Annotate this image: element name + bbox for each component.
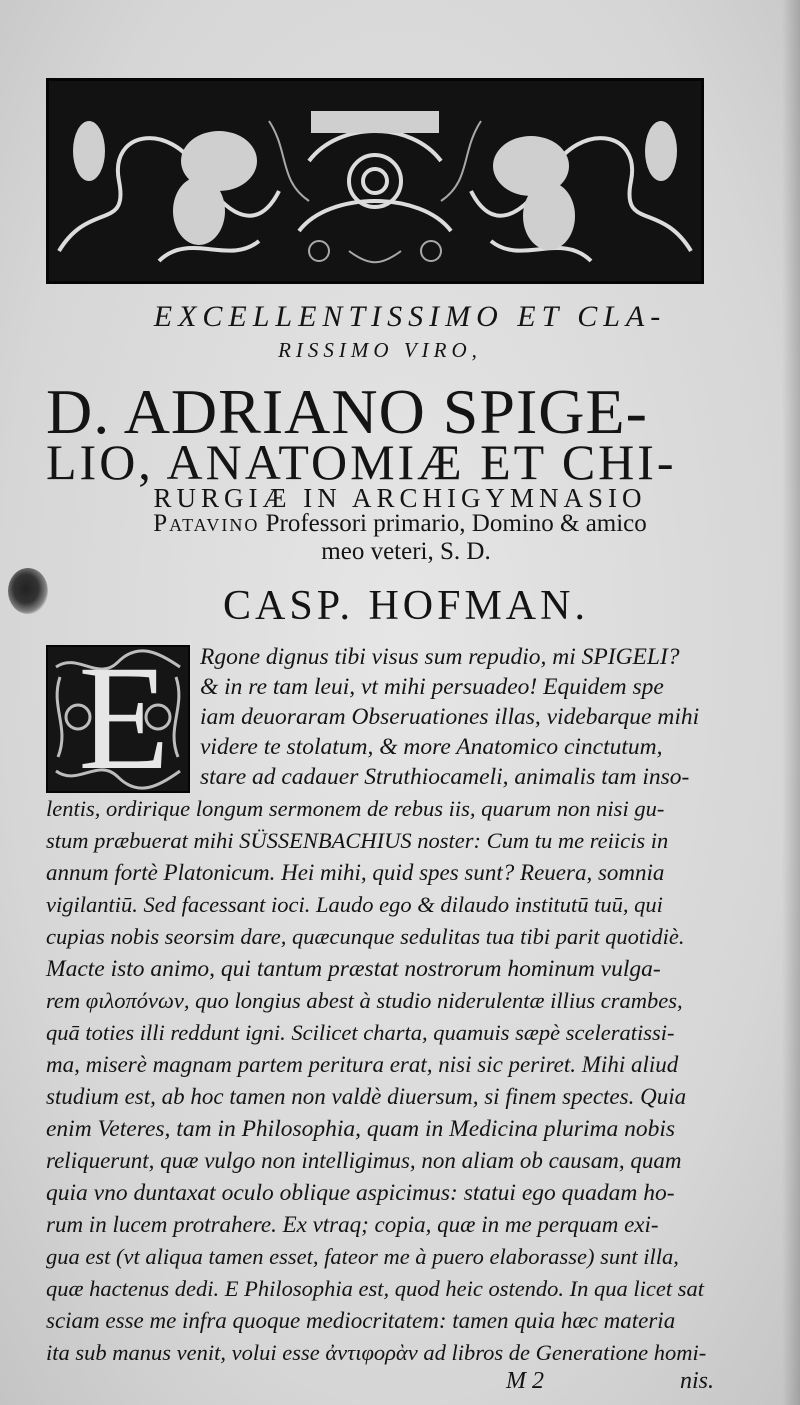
dedication-name-line: D. ADRIANO SPIGE- [46, 376, 648, 447]
body-line: reliquerunt, quæ vulgo non intelligimus, non aliam ob causam, quam [46, 1148, 682, 1173]
dedication-line-6 [0, 510, 800, 538]
catchword: nis. [680, 1368, 715, 1394]
body-line: rem φιλοπόνων, quo longius abest à studio niderulentæ illius crambes, [46, 988, 683, 1013]
body-line: cupias nobis seorsim dare, quæcunque sedulitas tua tibi parit quotidiè. [46, 924, 685, 949]
body-line: stum præbuerat mihi SÜSSENBACHIUS noster: Cum tu me reiicis in [46, 828, 669, 853]
body-line: vigilantiū. Sed facessant ioci. Laudo ego & dilaudo institutū tuū, qui [46, 892, 663, 917]
body-line: iam deuoraram Obseruationes illas, videbarque mihi [200, 704, 700, 730]
initial-letter: E [78, 645, 170, 793]
dedication-line-6-smallcaps: Patavino [153, 510, 260, 537]
body-line: ita sub manus venit, volui esse ἀντιφορὰν ad libros de Generatione homi- [46, 1340, 707, 1365]
body-line: enim Veteres, tam in Philosophia, quam in Medicina plurima nobis [46, 1116, 676, 1142]
ornamental-headpiece [46, 78, 704, 284]
dedication-line-2: RISSIMO VIRO, [278, 338, 482, 362]
dedication-title-line: LIO, ANATOMIÆ ET CHI- [46, 434, 677, 490]
body-line: annum fortè Platonicum. Hei mihi, quid spes sunt? Reuera, somnia [46, 860, 665, 885]
body-line: rum in lucem protrahere. Ex vtraq; copia, quæ in me perquam exi- [46, 1212, 659, 1237]
body-line: Rgone dignus tibi visus sum repudio, mi SPIGELI? [200, 644, 680, 670]
body-line: ma, miserè magnam partem peritura erat, nisi sic periret. Mihi aliud [46, 1052, 679, 1077]
headpiece-ornament-image [49, 81, 701, 281]
author-heading: CASP. HOFMAN. [223, 583, 589, 629]
body-line: stare ad cadauer Struthiocameli, animalis tam inso- [200, 764, 690, 790]
ink-stain [8, 568, 48, 614]
dedication-line-7: meo veteri, S. D. [321, 538, 491, 565]
dedication-line-6-rest: Professori primario, Domino & amico [259, 510, 647, 537]
signature-mark: M 2 [506, 1368, 544, 1394]
dedication-line-1: EXCELLENTISSIMO ET CLA- [153, 300, 667, 333]
body-line: Macte isto animo, qui tantum præstat nostrorum hominum vulga- [46, 956, 661, 982]
body-line: quæ hactenus dedi. E Philosophia est, quod heic ostendo. In qua licet sat [46, 1276, 705, 1301]
body-line: sciam esse me infra quoque mediocritatem: tamen quia hæc materia [46, 1308, 676, 1333]
body-line: studium est, ab hoc tamen non valdè diuersum, si finem spectes. Quia [46, 1084, 687, 1109]
page-spine-shadow [782, 0, 800, 1405]
body-line: & in re tam leui, vt mihi persuadeo! Equidem spe [200, 674, 664, 700]
body-line: lentis, ordirique longum sermonem de rebus iis, quarum non nisi gu- [46, 796, 665, 821]
body-line: quā toties illi reddunt igni. Scilicet charta, quamuis sæpè sceleratissi- [46, 1020, 675, 1045]
decorated-initial [46, 645, 190, 793]
body-line: videre te stolatum, & more Anatomico cinctutum, [200, 734, 663, 760]
dedication-line-5: RURGIÆ IN ARCHIGYMNASIO [153, 483, 647, 513]
body-line: gua est (vt aliqua tamen esset, fateor me à puero elaborasse) sunt illa, [46, 1244, 679, 1269]
body-line: quia vno duntaxat oculo oblique aspicimus: statui ego quadam ho- [46, 1180, 675, 1206]
